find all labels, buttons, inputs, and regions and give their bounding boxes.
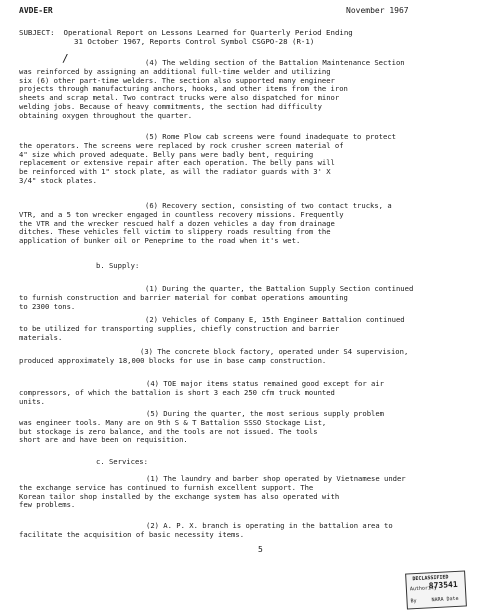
body-line: Korean tailor shop installed by the exchange system has also operated with	[19, 491, 340, 501]
body-line: (5) During the quarter, the most serious supply problem	[146, 409, 384, 418]
body-line: to be utilized for transporting supplies, chiefly construction and barrier	[19, 323, 340, 333]
body-line: sheets and scrap metal. Two contract trucks were also dispatched for minor	[19, 93, 340, 103]
body-line: welding jobs. Because of heavy commitments, the section had difficulty	[19, 102, 322, 111]
body-line: projects through manufacturing anchors, hooks, and other items from the iron	[19, 84, 348, 94]
body-line: application of bunker oil or Peneprime to the road when it's wet.	[19, 236, 301, 246]
body-line: materials.	[19, 332, 63, 342]
subject-line-1	[19, 28, 353, 37]
body-line: (3) The concrete block factory, operated under S4 supervision,	[140, 347, 409, 356]
stamp-authority-number: 873541	[428, 579, 458, 591]
body-line: was engineer tools. Many are on 9th S & T Battalion SSSO Stockage List,	[19, 417, 327, 427]
subject-text-1: Operational Report on Lessons Learned for Quarterly Period Ending	[63, 28, 353, 37]
body-line: facilitate the acquisition of basic necessity items.	[19, 529, 245, 539]
body-line: to 2300 tons.	[19, 301, 76, 311]
body-line: (1) During the quarter, the Battalion Supply Section continued	[145, 284, 414, 293]
body-line: short are and have been on requisition.	[19, 435, 188, 445]
body-line: replacement or extensive repair after each operation. The belly pans will	[19, 158, 335, 168]
body-line: 3/4" stock plates.	[19, 176, 97, 185]
body-line: (1) The laundry and barber shop operated by Vietnamese under	[146, 474, 406, 483]
body-line: compressors, of which the battalion is short 3 each 250 cfm truck mounted	[19, 387, 335, 397]
report-date: November 1967	[346, 6, 409, 15]
body-line: (4) The welding section of the Battalion Maintenance Section	[145, 58, 405, 67]
body-line: six (6) other part-time welders. The section also supported many engineer	[19, 75, 335, 85]
subject-line-2: 31 October 1967, Reports Control Symbol CSGPO-28 (R-1)	[74, 37, 315, 46]
body-line: the exchange service has continued to furnish excellent support. The	[19, 482, 314, 492]
page-number: 5	[258, 545, 263, 554]
check-mark-icon: /	[62, 52, 69, 65]
body-line: 4" size which proved adequate. Belly pans were badly bent, requiring	[19, 149, 314, 159]
body-line: (6) Recovery section, consisting of two contact trucks, a	[145, 201, 392, 210]
stamp-by-label: By	[410, 598, 417, 605]
body-line: (2) A. P. X. branch is operating in the battalion area to	[146, 521, 393, 530]
body-line: the operators. The screens were replaced by rock crusher screen material of	[19, 140, 344, 150]
stamp-title: DECLASSIFIED	[412, 574, 449, 583]
body-line: to furnish construction and barrier material for combat operations amounting	[19, 292, 348, 302]
body-line: (4) TOE major items status remained good except for air	[146, 379, 384, 388]
office-code: AVDE-ER	[19, 6, 53, 15]
body-line: obtaining oxygen throughout the quarter.	[19, 110, 193, 120]
body-line: c. Services:	[96, 457, 148, 466]
body-line: b. Supply:	[96, 261, 140, 270]
body-line: but stockage is zero balance, and the tools are not issued. The tools	[19, 426, 318, 436]
body-line: (2) Vehicles of Company E, 15th Engineer Battalion continued	[145, 315, 405, 324]
declassified-stamp	[405, 570, 467, 609]
subject-label: SUBJECT:	[19, 28, 55, 37]
stamp-by-value: NARA Date	[431, 595, 459, 604]
body-line: was reinforced by assigning an additional full-time welder and utilizing	[19, 66, 331, 76]
body-line: be reinforced with 1" stock plate, as will the radiator guards with 3' X	[19, 167, 331, 177]
body-line: the VTR and the wrecker rescued half a dozen vehicles a day from drainage	[19, 218, 335, 228]
body-line: ditches. These vehicles fell victim to slippery roads resulting from the	[19, 227, 331, 237]
body-line: produced approximately 18,000 blocks for use in base camp construction.	[19, 355, 327, 365]
body-line: VTR, and a 5 ton wrecker engaged in countless recovery missions. Frequently	[19, 209, 344, 219]
body-line: units.	[19, 396, 45, 406]
body-line: (5) Rome Plow cab screens were found inadequate to protect	[145, 132, 396, 141]
body-line: few problems.	[19, 500, 76, 510]
stamp-authority-label: Authority	[409, 584, 438, 593]
